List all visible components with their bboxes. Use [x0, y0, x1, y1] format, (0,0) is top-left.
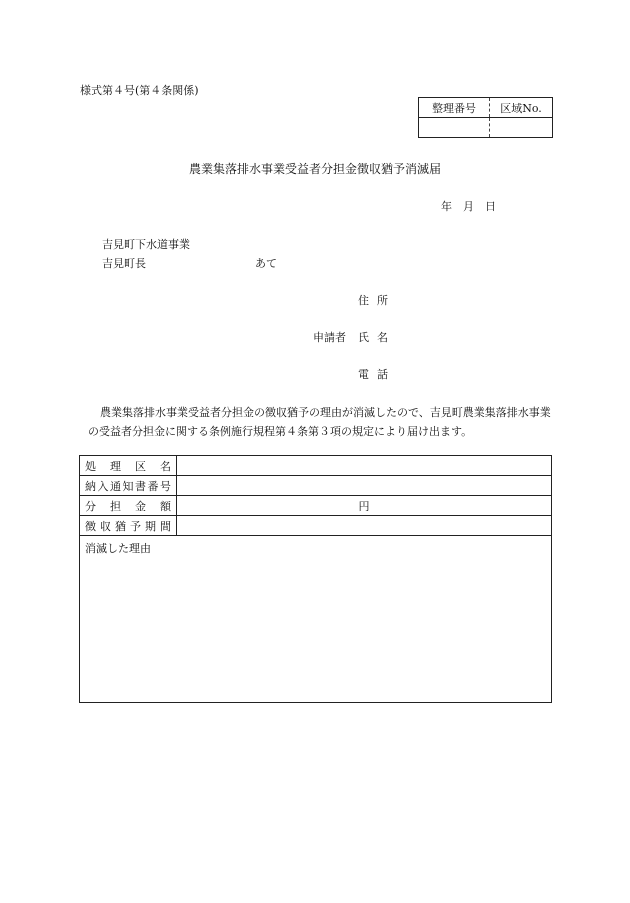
ref-value-seiri[interactable] [419, 118, 490, 138]
row-label-amount: 分担金額 [80, 496, 177, 516]
table-row [80, 516, 552, 536]
reference-number-table [418, 97, 553, 138]
applicant-phone-label: 電話 [358, 368, 396, 381]
row-label-notice-number: 納入通知書番号 [80, 476, 177, 496]
applicant-name-label: 氏名 [358, 331, 396, 344]
form-number: 様式第４号(第４条関係) [80, 84, 199, 97]
row-value-shori-ku[interactable] [177, 456, 552, 476]
ref-label-seiri: 整理番号 [419, 98, 490, 118]
table-row [80, 496, 552, 516]
details-table [79, 455, 552, 703]
row-label-shori-ku: 処理区名 [80, 456, 177, 476]
date-line: 年 月 日 [441, 200, 496, 213]
applicant-address-label: 住所 [358, 294, 396, 307]
row-value-amount[interactable]: 円 [177, 496, 552, 516]
ref-value-kuiki[interactable] [490, 118, 553, 138]
document-title: 農業集落排水事業受益者分担金徴収猶予消滅届 [188, 162, 441, 176]
row-label-deferral-period: 徴収猶予期間 [80, 516, 177, 536]
row-value-deferral-period[interactable] [177, 516, 552, 536]
applicant-label: 申請者 [313, 331, 346, 344]
ref-label-kuiki: 区域No. [490, 98, 553, 118]
reason-field[interactable] [80, 536, 552, 703]
addressee-organization: 吉見町下水道事業 [102, 238, 190, 251]
table-row [80, 536, 552, 703]
body-paragraph: 農業集落排水事業受益者分担金の徴収猶予の理由が消滅したので、吉見町農業集落排水事業の受益者分担金に関する条例施行規程第４条第３項の規定により届け出ます。 [88, 406, 551, 438]
table-row [80, 476, 552, 496]
addressee-name: 吉見町長 [102, 257, 146, 270]
table-row [80, 456, 552, 476]
row-value-notice-number[interactable] [177, 476, 552, 496]
addressee-ate: あて [255, 257, 277, 270]
reason-label: 消滅した理由 [85, 542, 151, 555]
